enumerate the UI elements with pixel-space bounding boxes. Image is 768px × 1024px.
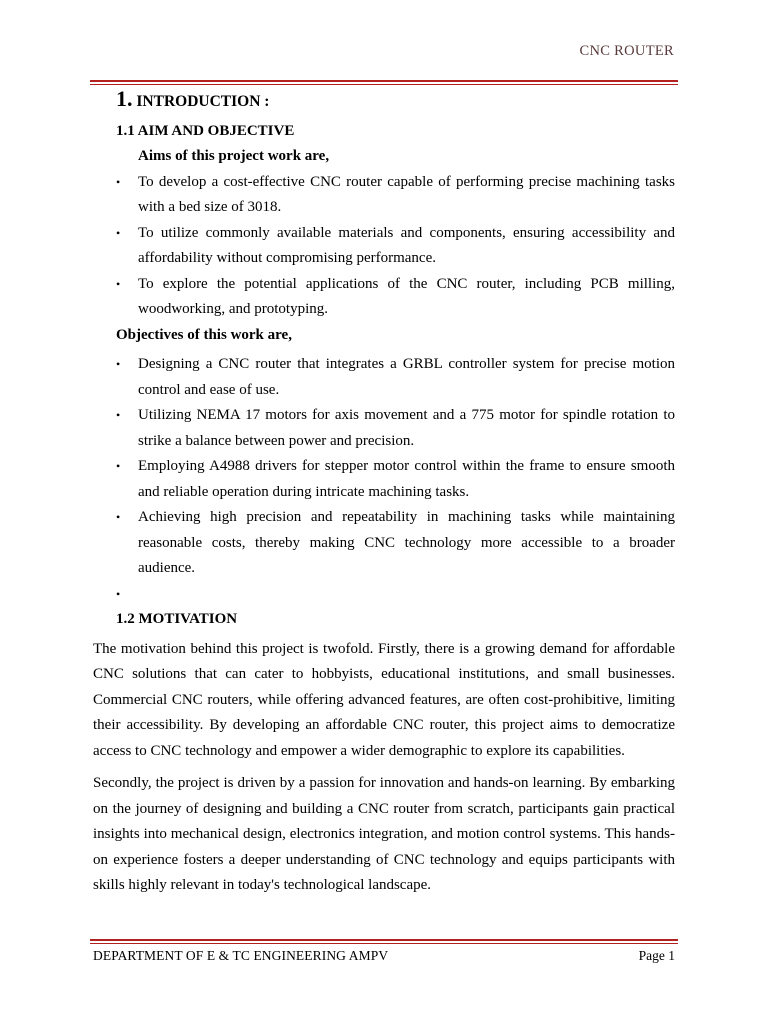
bullet-icon: • xyxy=(116,225,121,240)
objectives-label: Objectives of this work are, xyxy=(116,326,292,343)
list-item: • Utilizing NEMA 17 motors for axis movement and a 775 motor for spindle rotation to strike a balance between power and precision. xyxy=(93,403,675,454)
bullet-icon: • xyxy=(116,174,121,189)
aims-list xyxy=(93,170,675,323)
motivation-paragraph-1: The motivation behind this project is twofold. Firstly, there is a growing demand for affordable CNC solutions that can cater to hobbyists, educational institutions, and small businesses. Commercial CNC routers, while offering advanced features, are often cost-prohibitive, limiting their accessibility. By developing an affordable CNC router, this project aims to democratize access to CNC technology and empower a wider demographic to explore its capabilities. xyxy=(93,640,675,759)
section-title: INTRODUCTION : xyxy=(136,93,270,110)
section-number: 1. xyxy=(116,86,133,111)
footer-page-number: Page 1 xyxy=(638,948,675,963)
list-item: • Designing a CNC router that integrates a GRBL controller system for precise motion control and ease of use. xyxy=(93,352,675,403)
bullet-icon: • xyxy=(116,586,121,601)
bullet-icon: • xyxy=(116,408,121,422)
bullet-icon: • xyxy=(116,357,121,371)
footer-rule-thin xyxy=(90,943,678,944)
bullet-icon: • xyxy=(116,276,121,291)
page-content xyxy=(93,86,675,899)
aims-label: Aims of this project work are, xyxy=(138,148,330,164)
list-item: • Achieving high precision and repeatability in machining tasks while maintaining reasonable costs, thereby making CNC technology more accessible to a broader audience. xyxy=(93,505,675,582)
motivation-paragraph-2: Secondly, the project is driven by a passion for innovation and hands-on learning. By embarking on the journey of designing and building a CNC router from scratch, participants gain practical insights into mechanical design, electronics integration, and motion control systems. This hands-on experience fosters a deeper understanding of CNC technology and equips participants with skills highly relevant in today's technological landscape. xyxy=(93,775,675,893)
running-header-title: CNC ROUTER xyxy=(579,43,674,59)
list-item: • To explore the potential applications of the CNC router, including PCB milling, woodworking, and prototyping. xyxy=(93,272,675,323)
list-item: • Employing A4988 drivers for stepper motor control within the frame to ensure smooth and reliable operation during intricate machining tasks. xyxy=(93,454,675,505)
bullet-icon: • xyxy=(116,510,121,524)
subsection-heading-motivation: 1.2 MOTIVATION xyxy=(116,611,238,627)
subsection-heading-aim: 1.1 AIM AND OBJECTIVE xyxy=(116,122,295,139)
list-item: • To develop a cost-effective CNC router capable of performing precise machining tasks with a bed size of 3018. xyxy=(93,170,675,221)
header-rule-thin xyxy=(90,84,678,85)
footer-department: DEPARTMENT OF E & TC ENGINEERING AMPV xyxy=(93,948,389,963)
header-rule-thick xyxy=(90,80,678,82)
section-heading xyxy=(116,86,675,115)
list-item: • To utilize commonly available materials and components, ensuring accessibility and affordability without compromising performance. xyxy=(93,221,675,272)
footer-rule-thick xyxy=(90,939,678,941)
list-item-empty xyxy=(93,582,675,608)
bullet-icon: • xyxy=(116,459,121,473)
objectives-list xyxy=(93,352,675,607)
